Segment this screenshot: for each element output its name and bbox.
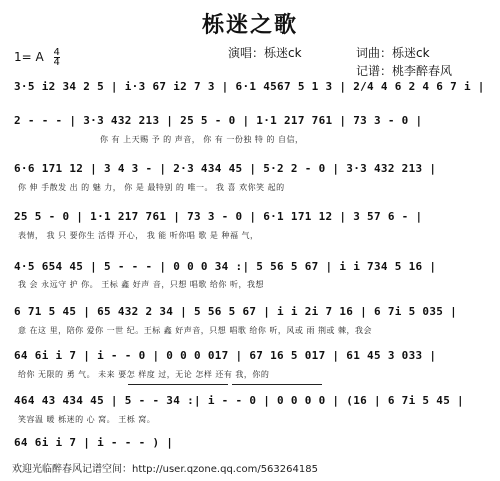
score-row-6-notes: 6 71 5 45 | 65 432 2 34 | 5 56 5 67 | i i 2i 7 16 | 6 7i 5 035 | <box>14 305 458 318</box>
transcriber-credit: 记谱：桃李醉春风 <box>356 64 453 78</box>
lyricist-credit: 词曲：栎迷ck <box>356 46 430 60</box>
time-top: 4 <box>53 47 60 58</box>
score-row-4-notes: 25 5 - 0 | 1·1 217 761 | 73 3 - 0 | 6·1 171 12 | 3 57 6 - | <box>14 210 423 223</box>
time-signature <box>54 48 60 67</box>
score-row-3-notes: 6·6 171 12 | 3 4 3 - | 2·3 434 45 | 5·2 2 - 0 | 3·3 432 213 | <box>14 162 437 175</box>
score-row-7-notes: 64 6i i 7 | i - - 0 | 0 0 0 017 | 67 16 5 017 | 61 45 3 033 | <box>14 349 437 362</box>
score-row-6-lyrics: 意 在这 里，陪你 爱你 一世 纪。王标 鑫 好声音，只想 唱歌 给你 听，风或 雨 荆或 棘，我会 <box>18 326 373 335</box>
time-bottom: 4 <box>53 57 60 68</box>
volta-bracket-1 <box>128 384 228 385</box>
key-label: 1= A <box>14 50 44 64</box>
score-row-5-lyrics: 我 会 永远守 护 你。 王标 鑫 好声 音，只想 唱歌 给你 听，我想 <box>18 280 264 289</box>
score-row-2-notes: 2 - - - | 3·3 432 213 | 25 5 - 0 | 1·1 217 761 | 73 3 - 0 | <box>14 114 423 127</box>
score-row-3-lyrics: 你 伸 手散发 出 的 魅 力， 你 是 最特别 的 唯一。 我 喜 欢你笑 起的 <box>18 183 285 192</box>
score-row-5-notes: 4·5 654 45 | 5 - - - | 0 0 0 34 :| 5 56 5 67 | i i 734 5 16 | <box>14 260 437 273</box>
score-row-2-lyrics: 你 有 上天赐 予 的 声音， 你 有 一份独 特 的 自信， <box>100 135 304 144</box>
volta-bracket-2 <box>232 384 322 385</box>
score-row-8-notes: 464 43 434 45 | 5 - - 34 :| i - - 0 | 0 0 0 0 | (16 | 6 7i 5 45 | <box>14 394 464 407</box>
score-row-8-lyrics: 笑容温 暖 栎迷的 心 窝。 王栎 窝。 <box>18 415 156 424</box>
key-signature <box>14 48 60 67</box>
score-row-4-lyrics: 表情， 我 只 要你生 活得 开心， 我 能 听你唱 歌 是 种福 气， <box>18 231 259 240</box>
singer-credit: 演唱：栎迷ck <box>228 46 302 60</box>
footer-credit: 欢迎光临醉春风记谱空间：http://user.qzone.qq.com/563264185 <box>12 464 318 475</box>
score-row-7-lyrics: 给你 无限的 勇 气。 未来 要怎 样度 过，无论 怎样 还有 我，你的 <box>18 370 270 379</box>
score-row-9-notes: 64 6i i 7 | i - - - ) | <box>14 436 174 449</box>
score-row-1-notes: 3·5 i2 34 2 5 | i·3 67 i2 7 3 | 6·1 4567 5 1 3 | 2/4 4 6 2 4 6 7 i | <box>14 80 485 93</box>
song-title: 栎迷之歌 <box>201 12 298 38</box>
